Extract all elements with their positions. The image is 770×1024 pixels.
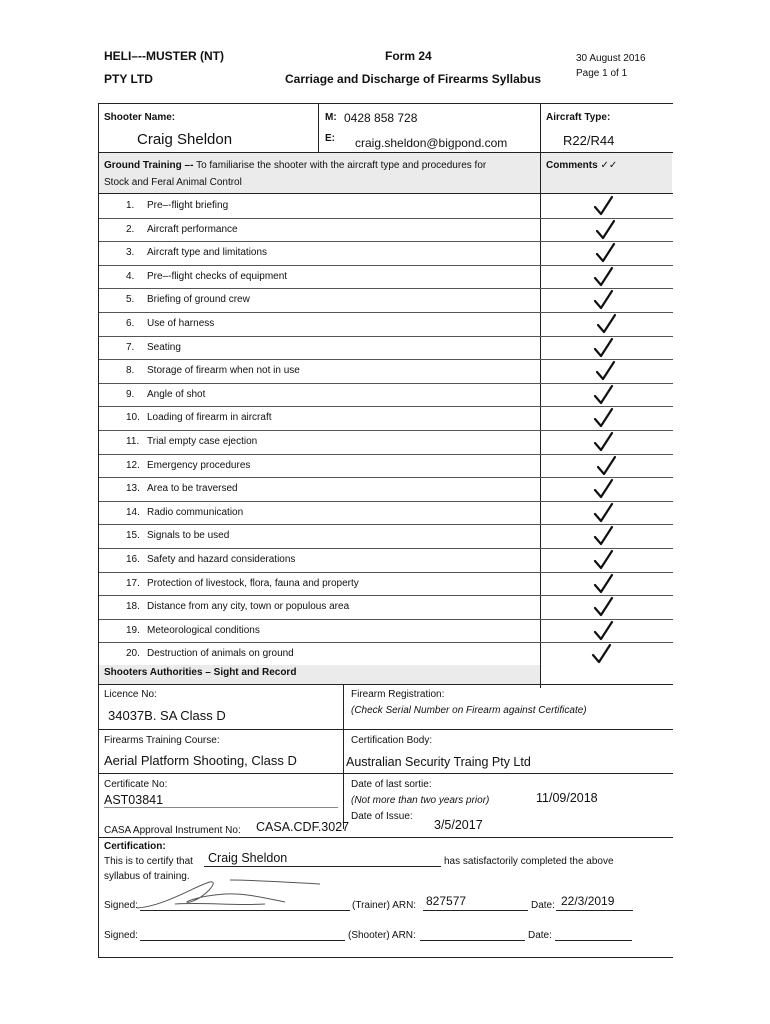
checkmark-icon	[592, 195, 614, 217]
comments-label: Comments ✓✓	[546, 160, 618, 171]
training-item-number: 19.	[126, 624, 140, 636]
training-row-divider	[99, 619, 673, 620]
training-item-number: 1.	[126, 200, 135, 211]
training-item-text: Protection of livestock, flora, fauna and property	[147, 577, 359, 589]
checkmark-icon	[592, 337, 614, 359]
checkmark-icon	[595, 455, 617, 477]
training-item-number: 6.	[126, 318, 135, 329]
training-row-divider	[99, 477, 673, 478]
ground-training-heading	[104, 160, 486, 171]
training-item-text: Distance from any city, town or populous area	[147, 601, 350, 613]
training-item-number: 7.	[126, 341, 135, 353]
trainer-date-value: 22/3/2019	[561, 894, 615, 908]
training-row-divider	[99, 241, 673, 242]
training-row-divider	[99, 383, 673, 384]
training-item-number: 13.	[126, 483, 140, 495]
training-item-text: Angle of shot	[147, 388, 206, 400]
divider-shooter-contact	[318, 103, 319, 153]
training-course-label: Firearms Training Course:	[104, 735, 220, 746]
table-top-border	[98, 103, 673, 104]
training-item-text: Destruction of animals on ground	[147, 648, 294, 660]
checkmark-icon	[592, 384, 614, 406]
shooter-signature-line	[140, 940, 345, 941]
casa-approval-label: CASA Approval Instrument No:	[104, 825, 241, 836]
trainer-date-label: Date:	[531, 900, 555, 911]
training-row-divider	[99, 336, 673, 337]
aircraft-type-label: Aircraft Type:	[546, 112, 611, 123]
last-sortie-label: Date of last sortie:	[351, 779, 432, 790]
divider-below-ground-training	[98, 193, 673, 194]
table-bottom-border	[98, 957, 673, 958]
mobile-label: M:	[325, 112, 337, 123]
shooter-date-line	[555, 940, 632, 941]
shooter-signed-label: Signed:	[104, 930, 138, 941]
ground-training-description-line1: To familiarise the shooter with the aircraft type and procedures for	[196, 160, 487, 171]
mobile-value: 0428 858 728	[344, 111, 418, 125]
training-row-divider	[99, 218, 673, 219]
certification-body-label: Certification Body:	[351, 735, 433, 746]
certificate-number-label: Certificate No:	[104, 779, 168, 790]
divider-below-course	[98, 773, 673, 774]
training-row-divider	[99, 312, 673, 313]
certify-line1-prefix: This is to certify that	[104, 856, 193, 867]
training-item-number: 9.	[126, 388, 135, 400]
training-item-text: Signals to be used	[147, 530, 230, 542]
company-name-line2: PTY LTD	[104, 72, 153, 86]
training-item-text: Pre–-flight briefing	[147, 200, 229, 211]
training-item-text: Pre–-flight checks of equipment	[147, 270, 288, 282]
checkmark-icon	[592, 620, 614, 642]
certified-person-name: Craig Sheldon	[208, 851, 288, 865]
training-item-text: Emergency procedures	[147, 459, 251, 471]
certificate-number-value: AST03841	[104, 793, 164, 807]
checkmark-icon	[595, 313, 617, 335]
checkmark-icon	[594, 360, 616, 382]
training-row-divider	[99, 288, 673, 289]
checkmark-icon	[592, 289, 614, 311]
training-item-text: Aircraft performance	[147, 223, 238, 235]
trainer-signature-icon	[135, 876, 335, 916]
checkmark-icon	[594, 242, 616, 264]
firearm-registration-note: (Check Serial Number on Firearm against Certificate)	[351, 705, 587, 716]
date-of-issue-value: 3/5/2017	[434, 818, 483, 832]
date-of-issue-label: Date of Issue:	[351, 811, 413, 822]
training-row-divider	[99, 359, 673, 360]
checkmark-icon	[592, 502, 614, 524]
training-item-text: Loading of firearm in aircraft	[147, 412, 272, 424]
certify-line1-suffix: has satisfactorily completed the above	[444, 856, 614, 867]
training-row-divider	[99, 265, 673, 266]
checkmark-icon	[592, 266, 614, 288]
company-name-line1: HELI–--MUSTER (NT)	[104, 49, 224, 63]
aircraft-type-value: R22/R44	[563, 133, 615, 148]
training-row-divider	[99, 595, 673, 596]
checkmark-icon	[592, 549, 614, 571]
email-label: E:	[325, 133, 335, 144]
training-item-number: 8.	[126, 365, 135, 377]
form-subtitle: Carriage and Discharge of Firearms Syllabus	[285, 72, 542, 86]
form-date: 30 August 2016	[576, 53, 646, 64]
training-item-number: 14.	[126, 506, 140, 518]
training-item-number: 11.	[126, 436, 140, 447]
training-item-number: 17.	[126, 577, 140, 589]
training-row-divider	[99, 548, 673, 549]
ground-training-description-line2: Stock and Feral Animal Control	[104, 177, 242, 188]
last-sortie-note: (Not more than two years prior)	[351, 795, 490, 806]
divider-below-licence	[98, 729, 673, 730]
certified-name-underline	[204, 866, 441, 867]
training-course-value: Aerial Platform Shooting, Class D	[104, 753, 297, 768]
training-item-text: Meteorological conditions	[147, 624, 260, 636]
training-row-divider	[99, 572, 673, 573]
training-item-number: 12.	[126, 459, 140, 471]
checkmark-icon	[592, 431, 614, 453]
page-number: Page 1 of 1	[576, 68, 628, 79]
certificate-underline	[104, 807, 338, 808]
certification-heading: Certification:	[104, 841, 166, 852]
divider-below-casa	[98, 837, 673, 838]
training-row-divider	[99, 406, 673, 407]
casa-approval-value: CASA.CDF.3027	[256, 820, 350, 834]
training-item-text: Safety and hazard considerations	[147, 554, 296, 565]
shooter-arn-line	[420, 940, 525, 941]
training-item-number: 20.	[126, 648, 140, 660]
trainer-arn-value: 827577	[426, 894, 467, 908]
firearm-registration-label: Firearm Registration:	[351, 689, 445, 700]
form-title: Form 24	[385, 49, 432, 63]
training-item-number: 10.	[126, 412, 140, 424]
training-item-text: Briefing of ground crew	[147, 294, 250, 306]
training-item-text: Trial empty case ejection	[147, 436, 258, 447]
checkmark-icon	[592, 407, 614, 429]
training-row-divider	[99, 430, 673, 431]
shooter-name-label: Shooter Name:	[104, 112, 176, 123]
authorities-heading: Shooters Authorities – Sight and Record	[104, 667, 297, 678]
licence-label: Licence No:	[104, 689, 157, 700]
training-item-number: 18.	[126, 601, 140, 613]
divider-authorities-columns	[343, 684, 344, 829]
training-item-text: Seating	[147, 341, 181, 353]
shooter-date-label: Date:	[528, 930, 552, 941]
checkmark-icon	[590, 643, 612, 665]
training-row-divider	[99, 501, 673, 502]
trainer-signed-label: Signed:	[104, 900, 138, 911]
checkmark-icon	[592, 596, 614, 618]
shooter-arn-label: (Shooter) ARN:	[348, 930, 416, 941]
comments-header-bg	[541, 153, 672, 193]
checkmark-icon	[594, 219, 616, 241]
divider-below-authorities-heading	[98, 684, 673, 685]
checkmark-icon	[592, 478, 614, 500]
training-row-divider	[99, 642, 673, 643]
email-value: craig.sheldon@bigpond.com	[355, 136, 508, 150]
trainer-date-line	[556, 910, 633, 911]
training-item-number: 4.	[126, 270, 135, 282]
training-item-number: 3.	[126, 247, 135, 259]
trainer-arn-line	[423, 910, 528, 911]
shooter-name-value: Craig Sheldon	[137, 131, 233, 148]
training-row-divider	[99, 454, 673, 455]
training-item-number: 15.	[126, 530, 140, 542]
training-item-text: Radio communication	[147, 506, 244, 518]
licence-value: 34037B. SA Class D	[108, 708, 226, 723]
last-sortie-value: 11/09/2018	[536, 791, 598, 805]
trainer-arn-label: (Trainer) ARN:	[352, 900, 417, 911]
training-item-text: Aircraft type and limitations	[147, 247, 268, 259]
training-item-number: 2.	[126, 223, 135, 235]
training-item-text: Area to be traversed	[147, 483, 238, 495]
checkmark-icon	[592, 573, 614, 595]
table-left-border	[98, 103, 99, 958]
certify-line2: syllabus of training.	[104, 871, 190, 882]
training-item-number: 16.	[126, 554, 140, 565]
training-item-text: Use of harness	[147, 318, 215, 329]
certification-body-value: Australian Security Traing Pty Ltd	[346, 755, 531, 769]
training-item-number: 5.	[126, 294, 135, 306]
checkmark-icon	[592, 525, 614, 547]
training-row-divider	[99, 524, 673, 525]
ground-training-title: Ground Training –-	[104, 160, 194, 171]
training-item-text: Storage of firearm when not in use	[147, 365, 300, 377]
